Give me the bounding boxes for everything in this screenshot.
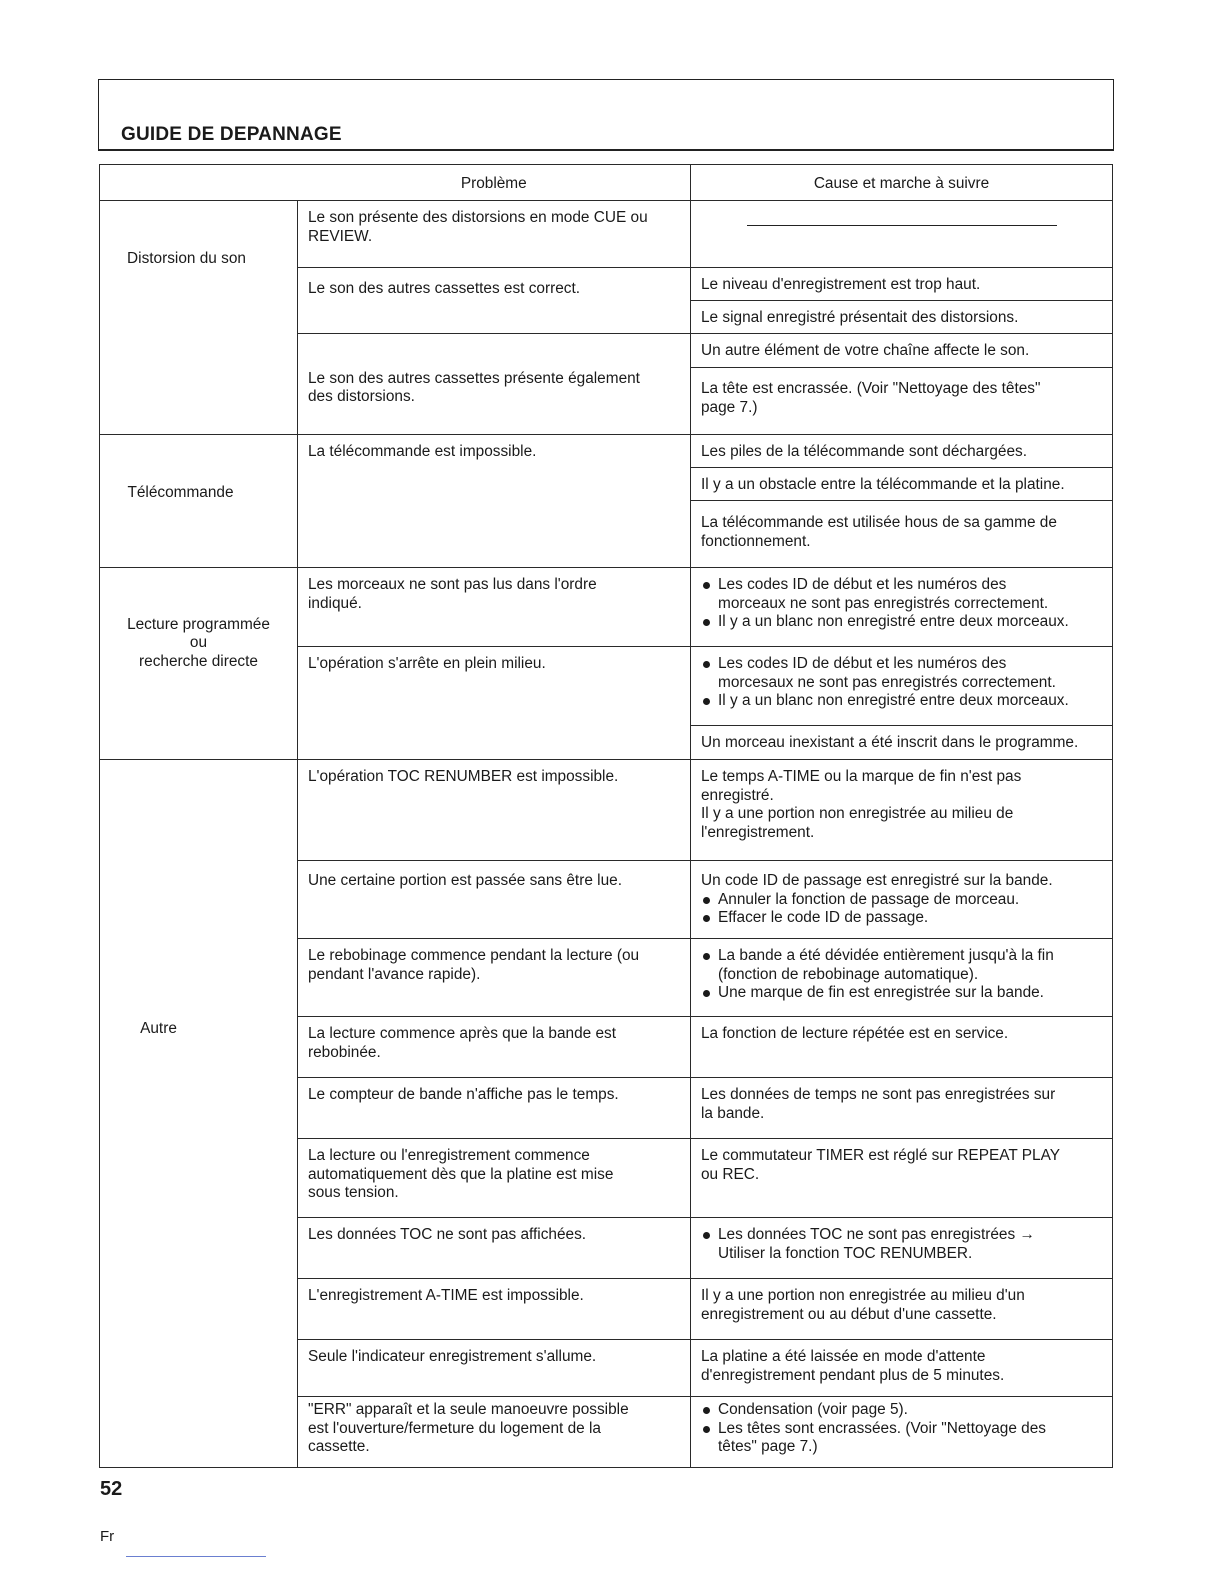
footer-rule (126, 1556, 266, 1557)
problem-cell: La lecture commence après que la bande est rebobinée. (298, 1017, 691, 1078)
cause-cell: Un autre élément de votre chaîne affecte le son. (691, 334, 1113, 368)
bullet-item: Effacer le code ID de passage. (701, 909, 1106, 928)
header-problem: Problème (298, 165, 691, 201)
problem-cell: L'enregistrement A-TIME est impossible. (298, 1279, 691, 1340)
problem-cell: Le son présente des distorsions en mode CUE ou REVIEW. (298, 201, 691, 268)
cause-cell: Le temps A-TIME ou la marque de fin n'est pas enregistré. Il y a une portion non enregistrée au milieu de l'enregistrement. (691, 760, 1113, 861)
cause-cell: La tête est encrassée. (Voir "Nettoyage des têtes" page 7.) (691, 368, 1113, 435)
category-label: Distorsion du son (127, 250, 246, 268)
category-label: recherche directe (139, 652, 258, 670)
cause-cell: Il y a une portion non enregistrée au milieu d'un enregistrement ou au début d'une cassette. (691, 1279, 1113, 1340)
problem-cell: Le rebobinage commence pendant la lecture (ou pendant l'avance rapide). (298, 939, 691, 1017)
cause-cell: Le commutateur TIMER est réglé sur REPEAT PLAY ou REC. (691, 1139, 1113, 1218)
problem-cell: Seule l'indicateur enregistrement s'allume. (298, 1340, 691, 1397)
problem-cell: L'opération TOC RENUMBER est impossible. (298, 760, 691, 861)
troubleshooting-table (99, 164, 1113, 1468)
cause-cell: Les données de temps ne sont pas enregistrées sur la bande. (691, 1078, 1113, 1139)
table-row (100, 760, 1113, 861)
problem-cell: "ERR" apparaît et la seule manoeuvre possible est l'ouverture/fermeture du logement de la cassette. (298, 1397, 691, 1468)
category-label: Lecture programmée (127, 615, 270, 633)
cause-cell: La télécommande est utilisée hous de sa gamme de fonctionnement. (691, 501, 1113, 568)
bullet-item: Annuler la fonction de passage de morceau. (701, 891, 1106, 910)
bullet-item: Une marque de fin est enregistrée sur la bande. (701, 984, 1106, 1003)
bullet-item: Les données TOC ne sont pas enregistrées → Utiliser la fonction TOC RENUMBER. (701, 1226, 1106, 1263)
cause-cell (691, 201, 1113, 268)
bullet-item: Il y a un blanc non enregistré entre deux morceaux. (701, 692, 1106, 711)
cause-cell (691, 568, 1113, 647)
page-number: 52 (100, 1478, 123, 1500)
problem-cell: La télécommande est impossible. (298, 435, 691, 568)
problem-cell: L'opération s'arrête en plein milieu. (298, 647, 691, 760)
cause-cell: Les piles de la télécommande sont déchargées. (691, 435, 1113, 468)
cause-cell (691, 1397, 1113, 1468)
header-row (100, 165, 1113, 201)
table-row (100, 201, 1113, 268)
bullet-item: Les codes ID de début et les numéros des morcesaux ne sont pas enregistrés correctement. (701, 655, 1106, 692)
bullet-item: Les codes ID de début et les numéros des morceaux ne sont pas enregistrés correctement. (701, 576, 1106, 613)
cause-cell (691, 939, 1113, 1017)
category-program (100, 568, 298, 760)
bullet-item: Condensation (voir page 5). (701, 1401, 1106, 1420)
category-label: Autre (140, 1020, 177, 1038)
title-box (98, 79, 1114, 151)
page-title: GUIDE DE DEPANNAGE (121, 124, 342, 145)
no-cause-dash (747, 225, 1057, 226)
cause-cell: Le signal enregistré présentait des distorsions. (691, 301, 1113, 334)
cause-cell: La fonction de lecture répétée est en service. (691, 1017, 1113, 1078)
category-label: ou (189, 634, 208, 652)
table-row (100, 435, 1113, 468)
language-code: Fr (100, 1528, 115, 1545)
header-cause: Cause et marche à suivre (691, 165, 1113, 201)
problem-cell: Le son des autres cassettes présente également des distorsions. (298, 334, 691, 435)
bullet-item: Il y a un blanc non enregistré entre deux morceaux. (701, 613, 1106, 632)
category-distortion (100, 201, 298, 435)
cause-cell: Un code ID de passage est enregistré sur la bande. Annuler la fonction de passage de morceau. Effacer le code ID de passage. (691, 861, 1113, 939)
problem-cell: Le son des autres cassettes est correct. (298, 268, 691, 334)
category-label: Télécommande (127, 483, 234, 501)
category-other (100, 760, 298, 1468)
problem-cell: Une certaine portion est passée sans être lue. (298, 861, 691, 939)
problem-cell: Le compteur de bande n'affiche pas le temps. (298, 1078, 691, 1139)
bullet-item: Les têtes sont encrassées. (Voir "Nettoyage des têtes" page 7.) (701, 1420, 1106, 1457)
cause-cell: Il y a un obstacle entre la télécommande et la platine. (691, 468, 1113, 501)
cause-cell: La platine a été laissée en mode d'attente d'enregistrement pendant plus de 5 minutes. (691, 1340, 1113, 1397)
cause-cell (691, 1218, 1113, 1279)
cause-cell: Le niveau d'enregistrement est trop haut. (691, 268, 1113, 301)
cause-cell (691, 647, 1113, 726)
bullet-item: La bande a été dévidée entièrement jusqu'à la fin (fonction de rebobinage automatique). (701, 947, 1106, 984)
cause-cell: Un morceau inexistant a été inscrit dans le programme. (691, 726, 1113, 760)
table-row (100, 568, 1113, 647)
problem-cell: Les données TOC ne sont pas affichées. (298, 1218, 691, 1279)
category-remote (100, 435, 298, 568)
problem-cell: La lecture ou l'enregistrement commence automatiquement dès que la platine est mise sous tension. (298, 1139, 691, 1218)
problem-cell: Les morceaux ne sont pas lus dans l'ordre indiqué. (298, 568, 691, 647)
